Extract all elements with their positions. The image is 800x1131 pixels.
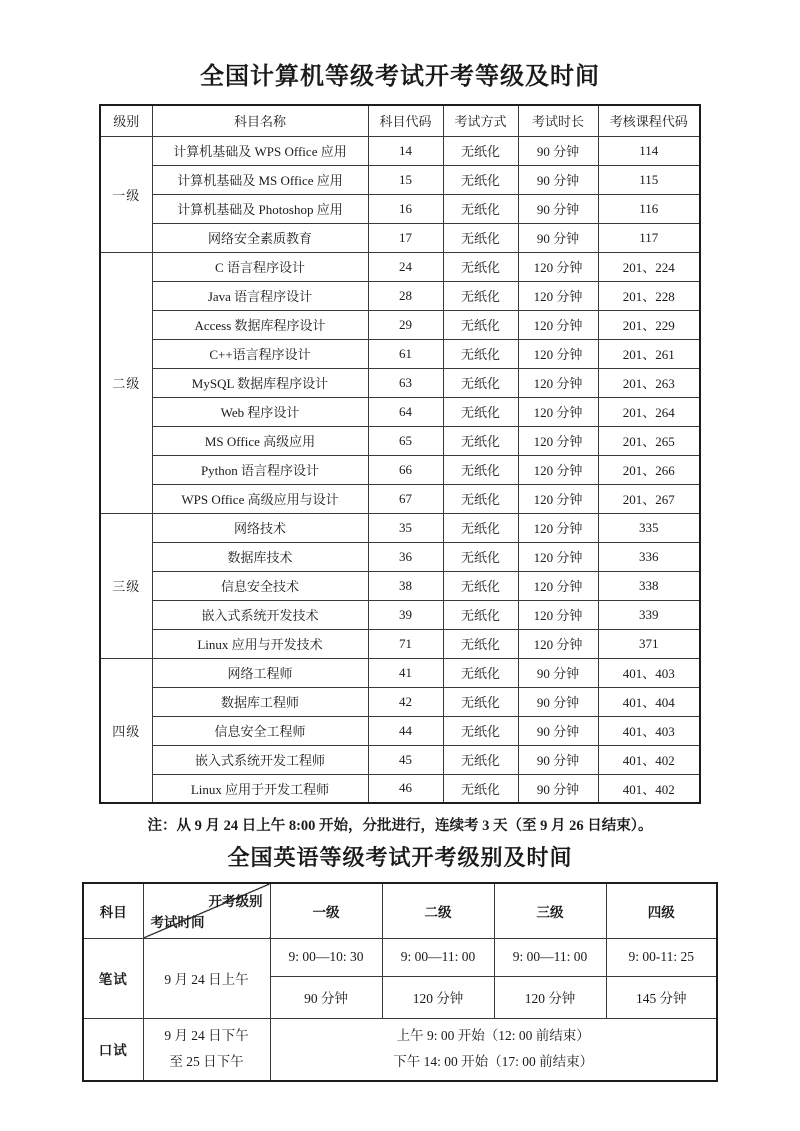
subject-name-cell: 计算机基础及 Photoshop 应用 [152, 194, 368, 223]
table-row [100, 252, 700, 281]
exam-duration-cell: 120 分钟 [518, 542, 598, 571]
exam-duration-cell: 120 分钟 [518, 310, 598, 339]
exam-mode-cell: 无纸化 [443, 368, 518, 397]
table-row [100, 571, 700, 600]
level-cell: 三级 [100, 513, 152, 658]
exam-mode-cell: 无纸化 [443, 716, 518, 745]
exam-duration-cell: 120 分钟 [518, 368, 598, 397]
level-3-header: 三级 [494, 883, 606, 938]
subject-name-cell: 信息安全工程师 [152, 716, 368, 745]
written-time-level2: 9: 00—11: 00 [382, 938, 494, 976]
exam-mode-cell: 无纸化 [443, 658, 518, 687]
exam-mode-cell: 无纸化 [443, 745, 518, 774]
subject-name-cell: 计算机基础及 WPS Office 应用 [152, 136, 368, 165]
table-row [100, 136, 700, 165]
written-time-level1: 9: 00—10: 30 [270, 938, 382, 976]
table-row [100, 310, 700, 339]
exam-duration-cell: 120 分钟 [518, 281, 598, 310]
course-code-cell: 371 [598, 629, 700, 658]
subject-code-cell: 65 [368, 426, 443, 455]
table-row [100, 281, 700, 310]
table-row [100, 397, 700, 426]
subject-code-cell: 67 [368, 484, 443, 513]
table-row [100, 426, 700, 455]
column-header: 考试方式 [443, 105, 518, 136]
course-code-cell: 401、403 [598, 658, 700, 687]
computer-exam-header-row [100, 105, 700, 136]
course-code-cell: 201、264 [598, 397, 700, 426]
subject-code-cell: 16 [368, 194, 443, 223]
subject-name-cell: Java 语言程序设计 [152, 281, 368, 310]
diagonal-label-time: 考试时间 [150, 914, 205, 930]
exam-mode-cell: 无纸化 [443, 571, 518, 600]
exam-duration-cell: 120 分钟 [518, 629, 598, 658]
written-exam-label: 笔试 [83, 938, 143, 1018]
exam-mode-cell: 无纸化 [443, 513, 518, 542]
exam-duration-cell: 90 分钟 [518, 165, 598, 194]
table-row [100, 484, 700, 513]
table-row [100, 687, 700, 716]
subject-code-cell: 45 [368, 745, 443, 774]
english-exam-header-row [83, 883, 717, 938]
subject-code-cell: 35 [368, 513, 443, 542]
course-code-cell: 116 [598, 194, 700, 223]
level-cell: 一级 [100, 136, 152, 252]
exam-duration-cell: 90 分钟 [518, 194, 598, 223]
table-row [100, 542, 700, 571]
exam-mode-cell: 无纸化 [443, 281, 518, 310]
subject-name-cell: 计算机基础及 MS Office 应用 [152, 165, 368, 194]
subject-name-cell: MS Office 高级应用 [152, 426, 368, 455]
exam-duration-cell: 120 分钟 [518, 252, 598, 281]
oral-date-line1: 9 月 24 日下午 [164, 1028, 249, 1044]
written-duration-level4: 145 分钟 [606, 976, 717, 1018]
table-row [100, 339, 700, 368]
table-row [100, 629, 700, 658]
course-code-cell: 339 [598, 600, 700, 629]
column-header: 科目名称 [152, 105, 368, 136]
level-1-header: 一级 [270, 883, 382, 938]
table-row [100, 658, 700, 687]
subject-name-cell: 嵌入式系统开发技术 [152, 600, 368, 629]
subject-code-cell: 61 [368, 339, 443, 368]
exam-mode-cell: 无纸化 [443, 629, 518, 658]
exam-mode-cell: 无纸化 [443, 542, 518, 571]
exam-duration-cell: 120 分钟 [518, 484, 598, 513]
course-code-cell: 401、402 [598, 745, 700, 774]
subject-name-cell: MySQL 数据库程序设计 [152, 368, 368, 397]
table-row [100, 513, 700, 542]
diagonal-label-level: 开考级别 [208, 894, 263, 909]
table-row [100, 165, 700, 194]
subject-code-cell: 36 [368, 542, 443, 571]
subject-code-cell: 44 [368, 716, 443, 745]
table-row [100, 455, 700, 484]
subject-column-header: 科目 [83, 883, 143, 938]
subject-name-cell: Linux 应用与开发技术 [152, 629, 368, 658]
subject-name-cell: Python 语言程序设计 [152, 455, 368, 484]
exam-duration-cell: 120 分钟 [518, 397, 598, 426]
exam-mode-cell: 无纸化 [443, 774, 518, 803]
oral-exam-schedule [270, 1018, 717, 1081]
table-row [100, 368, 700, 397]
exam-duration-cell: 90 分钟 [518, 774, 598, 803]
exam-duration-cell: 120 分钟 [518, 513, 598, 542]
subject-code-cell: 17 [368, 223, 443, 252]
subject-code-cell: 39 [368, 600, 443, 629]
subject-name-cell: Access 数据库程序设计 [152, 310, 368, 339]
course-code-cell: 201、224 [598, 252, 700, 281]
diagonal-header-cell [143, 883, 270, 938]
subject-code-cell: 29 [368, 310, 443, 339]
course-code-cell: 335 [598, 513, 700, 542]
oral-exam-date [143, 1018, 270, 1081]
written-times-row [83, 938, 717, 976]
table-row [100, 600, 700, 629]
exam-duration-cell: 120 分钟 [518, 455, 598, 484]
course-code-cell: 338 [598, 571, 700, 600]
written-time-level4: 9: 00-11: 25 [606, 938, 717, 976]
oral-exam-label: 口试 [83, 1018, 143, 1081]
exam-mode-cell: 无纸化 [443, 426, 518, 455]
table-row [100, 745, 700, 774]
exam-mode-cell: 无纸化 [443, 397, 518, 426]
subject-code-cell: 63 [368, 368, 443, 397]
english-exam-title: 全国英语等级考试开考级别及时间 [227, 845, 573, 870]
exam-mode-cell: 无纸化 [443, 194, 518, 223]
course-code-cell: 401、404 [598, 687, 700, 716]
table-row [100, 774, 700, 803]
exam-mode-cell: 无纸化 [443, 310, 518, 339]
exam-duration-cell: 90 分钟 [518, 716, 598, 745]
exam-mode-cell: 无纸化 [443, 339, 518, 368]
subject-name-cell: 网络技术 [152, 513, 368, 542]
exam-duration-cell: 90 分钟 [518, 745, 598, 774]
written-time-level3: 9: 00—11: 00 [494, 938, 606, 976]
subject-name-cell: C++语言程序设计 [152, 339, 368, 368]
subject-code-cell: 24 [368, 252, 443, 281]
table-row [100, 223, 700, 252]
exam-mode-cell: 无纸化 [443, 687, 518, 716]
course-code-cell: 201、228 [598, 281, 700, 310]
subject-name-cell: 网络工程师 [152, 658, 368, 687]
written-duration-level2: 120 分钟 [382, 976, 494, 1018]
subject-code-cell: 41 [368, 658, 443, 687]
exam-duration-cell: 120 分钟 [518, 426, 598, 455]
subject-name-cell: 数据库技术 [152, 542, 368, 571]
exam-mode-cell: 无纸化 [443, 223, 518, 252]
subject-name-cell: Linux 应用于开发工程师 [152, 774, 368, 803]
subject-code-cell: 46 [368, 774, 443, 803]
course-code-cell: 201、266 [598, 455, 700, 484]
subject-code-cell: 71 [368, 629, 443, 658]
course-code-cell: 201、261 [598, 339, 700, 368]
subject-name-cell: 数据库工程师 [152, 687, 368, 716]
exam-mode-cell: 无纸化 [443, 165, 518, 194]
exam-mode-cell: 无纸化 [443, 484, 518, 513]
subject-code-cell: 64 [368, 397, 443, 426]
exam-mode-cell: 无纸化 [443, 455, 518, 484]
column-header: 考核课程代码 [598, 105, 700, 136]
table-row [100, 194, 700, 223]
course-code-cell: 114 [598, 136, 700, 165]
exam-duration-cell: 90 分钟 [518, 223, 598, 252]
oral-date-line2: 至 25 日下午 [169, 1054, 244, 1070]
level-2-header: 二级 [382, 883, 494, 938]
course-code-cell: 117 [598, 223, 700, 252]
written-duration-level1: 90 分钟 [270, 976, 382, 1018]
oral-schedule-line2: 下午 14: 00 开始（17: 00 前结束） [393, 1054, 594, 1070]
subject-code-cell: 14 [368, 136, 443, 165]
subject-code-cell: 28 [368, 281, 443, 310]
exam-duration-cell: 120 分钟 [518, 571, 598, 600]
level-4-header: 四级 [606, 883, 717, 938]
subject-code-cell: 38 [368, 571, 443, 600]
subject-code-cell: 42 [368, 687, 443, 716]
subject-name-cell: 嵌入式系统开发工程师 [152, 745, 368, 774]
exam-duration-cell: 120 分钟 [518, 600, 598, 629]
oral-schedule-line1: 上午 9: 00 开始（12: 00 前结束） [396, 1028, 590, 1044]
subject-name-cell: 网络安全素质教育 [152, 223, 368, 252]
course-code-cell: 115 [598, 165, 700, 194]
written-duration-level3: 120 分钟 [494, 976, 606, 1018]
exam-duration-cell: 90 分钟 [518, 136, 598, 165]
course-code-cell: 401、403 [598, 716, 700, 745]
course-code-cell: 201、265 [598, 426, 700, 455]
level-cell: 四级 [100, 658, 152, 803]
written-exam-date: 9 月 24 日上午 [143, 938, 270, 1018]
computer-exam-title: 全国计算机等级考试开考等级及时间 [200, 64, 600, 90]
subject-code-cell: 15 [368, 165, 443, 194]
exam-duration-cell: 120 分钟 [518, 339, 598, 368]
subject-name-cell: WPS Office 高级应用与设计 [152, 484, 368, 513]
exam-note: 注：从 9 月 24 日上午 8:00 开始，分批进行，连续考 3 天（至 9 月 26 日结束）。 [147, 818, 653, 834]
level-cell: 二级 [100, 252, 152, 513]
table-row [100, 716, 700, 745]
column-header: 考试时长 [518, 105, 598, 136]
subject-name-cell: Web 程序设计 [152, 397, 368, 426]
exam-duration-cell: 90 分钟 [518, 658, 598, 687]
subject-name-cell: 信息安全技术 [152, 571, 368, 600]
course-code-cell: 201、263 [598, 368, 700, 397]
subject-name-cell: C 语言程序设计 [152, 252, 368, 281]
exam-duration-cell: 90 分钟 [518, 687, 598, 716]
column-header: 级别 [100, 105, 152, 136]
computer-exam-table [99, 104, 701, 804]
exam-mode-cell: 无纸化 [443, 252, 518, 281]
english-exam-table [82, 882, 718, 1082]
column-header: 科目代码 [368, 105, 443, 136]
subject-code-cell: 66 [368, 455, 443, 484]
course-code-cell: 401、402 [598, 774, 700, 803]
oral-exam-row [83, 1018, 717, 1081]
exam-mode-cell: 无纸化 [443, 136, 518, 165]
course-code-cell: 336 [598, 542, 700, 571]
exam-mode-cell: 无纸化 [443, 600, 518, 629]
course-code-cell: 201、229 [598, 310, 700, 339]
course-code-cell: 201、267 [598, 484, 700, 513]
